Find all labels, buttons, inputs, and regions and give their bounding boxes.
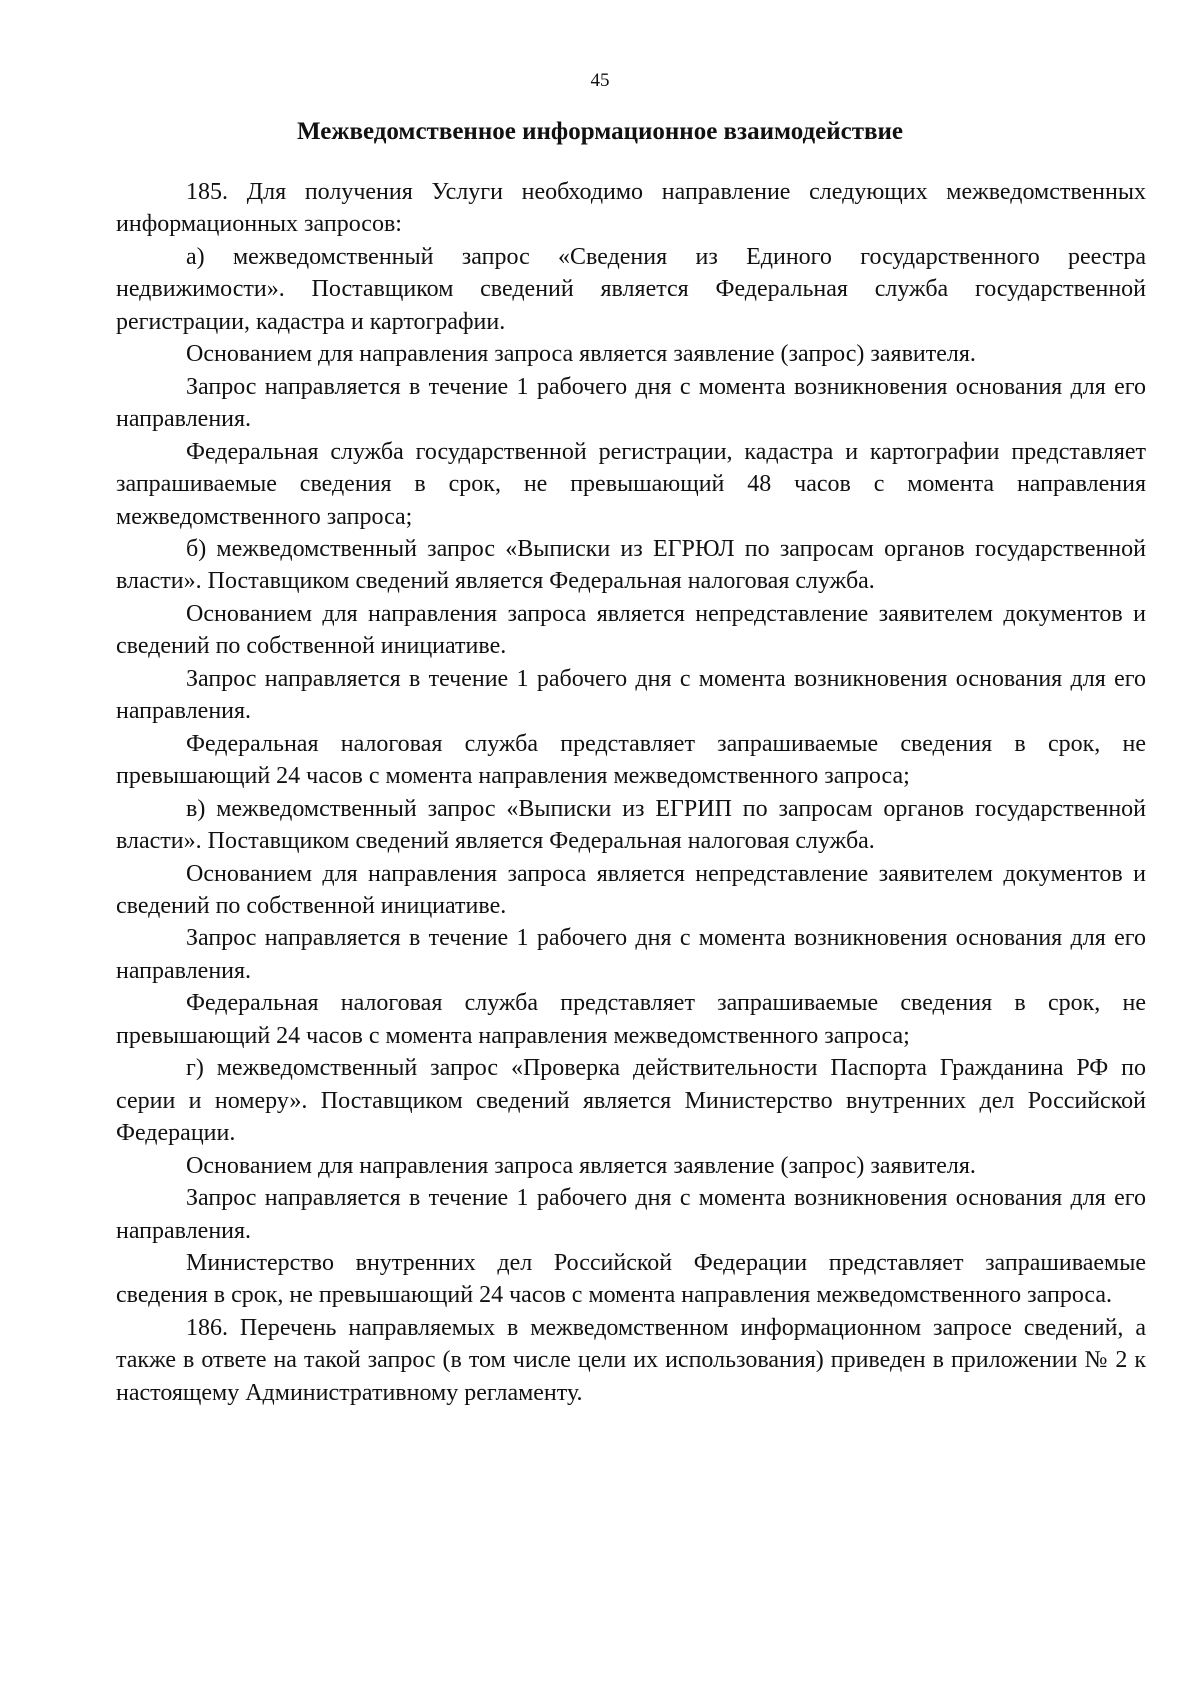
paragraph-request-d-timing: Запрос направляется в течение 1 рабочего дня с момента возникновения основания для его направления. — [116, 1185, 1146, 1244]
paragraph-request-c-timing: Запрос направляется в течение 1 рабочего дня с момента возникновения основания для его направления. — [116, 925, 1146, 984]
paragraph-request-a: а) межведомственный запрос «Сведения из Единого государственного реестра недвижимости». Поставщиком сведений является Федеральная служба государственной регистрации, кадастра и картографии. — [116, 243, 1146, 335]
paragraph-request-a-timing: Запрос направляется в течение 1 рабочего дня с момента возникновения основания для его направления. — [116, 373, 1146, 433]
paragraph-request-d-deadline: Министерство внутренних дел Российской Федерации представляет запрашиваемые сведения в срок, не превышающий 24 часов с момента направления межведомственного запроса. — [116, 1249, 1146, 1309]
paragraph-185-intro: 185. Для получения Услуги необходимо направление следующих межведомственных информационных запросов: — [116, 179, 1146, 238]
paragraph-request-c-deadline: Федеральная налоговая служба представляет запрашиваемые сведения в срок, не превышающий 24 часов с момента направления межведомственного запроса; — [116, 990, 1146, 1049]
paragraph-request-a-deadline: Федеральная служба государственной регистрации, кадастра и картографии представляет запрашиваемые сведения в срок, не превышающий 48 часов с момента направления межведомственного запроса; — [116, 438, 1146, 530]
document-body — [116, 176, 1146, 1409]
paragraph-request-b-timing: Запрос направляется в течение 1 рабочего дня с момента возникновения основания для его направления. — [116, 665, 1146, 725]
paragraph-request-b-deadline: Федеральная налоговая служба представляет запрашиваемые сведения в срок, не превышающий 24 часов с момента направления межведомственного запроса; — [116, 730, 1146, 790]
paragraph-request-d-basis: Основанием для направления запроса является заявление (запрос) заявителя. — [186, 1152, 976, 1179]
paragraph-request-b: б) межведомственный запрос «Выписки из ЕГРЮЛ по запросам органов государственной власти». Поставщиком сведений является Федеральная налоговая служба. — [116, 535, 1146, 595]
paragraph-request-d: г) межведомственный запрос «Проверка действительности Паспорта Гражданина РФ по серии и номеру». Поставщиком сведений является Министерство внутренних дел Российской Федерации. — [116, 1055, 1146, 1147]
section-title: Межведомственное информационное взаимодействие — [297, 118, 903, 145]
paragraph-request-c-basis: Основанием для направления запроса является непредставление заявителем документов и сведений по собственной инициативе. — [116, 860, 1146, 919]
paragraph-186: 186. Перечень направляемых в межведомственном информационном запросе сведений, а также в ответе на такой запрос (в том числе цели их использования) приведен в приложении № 2 к настоящему Административному регламенту. — [116, 1314, 1146, 1406]
paragraph-request-a-basis: Основанием для направления запроса является заявление (запрос) заявителя. — [186, 341, 976, 368]
page-number: 45 — [590, 70, 610, 91]
paragraph-request-c: в) межведомственный запрос «Выписки из ЕГРИП по запросам органов государственной власти». Поставщиком сведений является Федеральная налоговая служба. — [116, 795, 1146, 855]
paragraph-request-b-basis: Основанием для направления запроса является непредставление заявителем документов и сведений по собственной инициативе. — [116, 600, 1146, 660]
